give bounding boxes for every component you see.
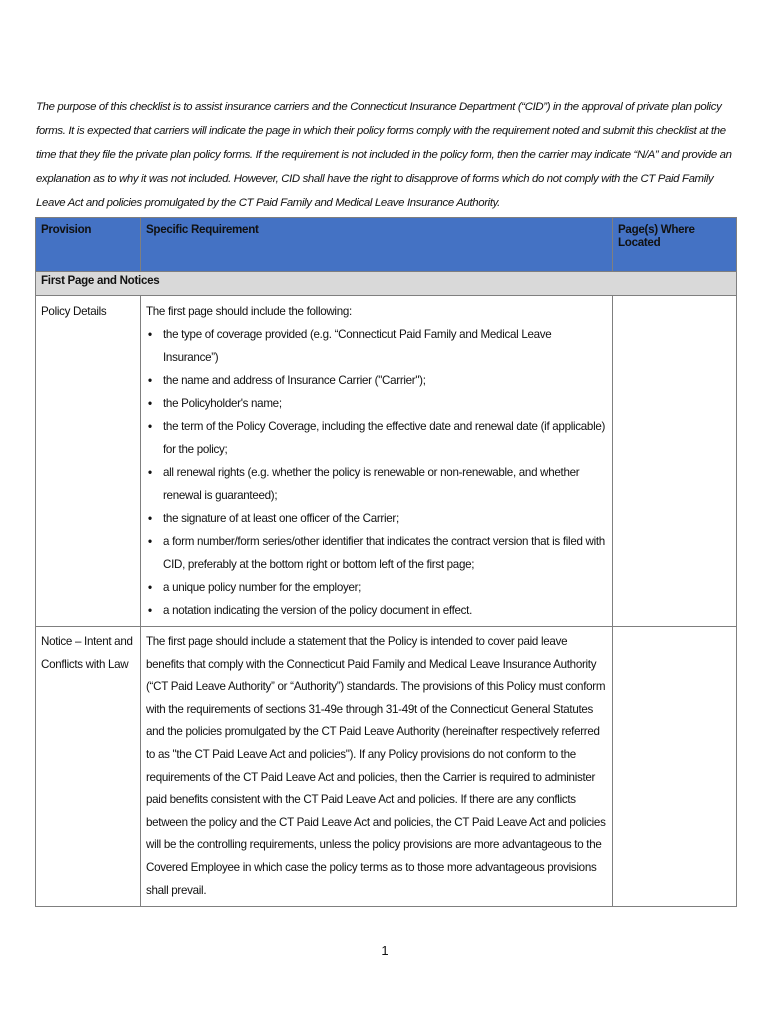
page-number: 1: [381, 943, 389, 958]
section-row: [36, 272, 737, 296]
pages-cell[interactable]: [613, 296, 737, 627]
provision-cell: Policy Details: [36, 296, 141, 627]
list-item: • all renewal rights (e.g. whether the policy is renewable or non-renewable, and whether renewal is guaranteed);: [146, 461, 607, 507]
list-item: • the name and address of Insurance Carrier ("Carrier");: [146, 369, 607, 392]
list-item: • a unique policy number for the employer;: [146, 576, 607, 599]
provision-cell: Notice – Intent and Conflicts with Law: [36, 627, 141, 907]
list-item: • the signature of at least one officer of the Carrier;: [146, 507, 607, 530]
requirement-cell: [141, 296, 613, 627]
requirement-list: [146, 323, 607, 622]
requirement-cell: The first page should include a statement that the Policy is intended to cover paid leave benefits that comply with the Connecticut Paid Family and Medical Leave Insurance Authority (“CT Paid Leave Authority” or “Authority”) standards. The provisions of this Policy must conform with the requirements of sections 31-49e through 31-49t of the Connecticut General Statutes and the policies promulgated by the CT Paid Leave Authority (hereinafter respectively referred to as "the CT Paid Leave Act and policies"). If any Policy provisions do not conform to the requirements of the CT Paid Leave Act and policies, then the Carrier is required to administer paid benefits consistent with the CT Paid Leave Act and policies. If there are any conflicts between the policy and the CT Paid Leave Act and policies, the CT Paid Leave Act and policies will be the controlling requirements, unless the policy provisions are more advantageous to the Covered Employee in which case the policy terms as to those more advantageous provisions shall prevail.: [141, 627, 613, 907]
header-pages-where-located: Page(s) Where Located: [613, 218, 737, 272]
list-item: • the term of the Policy Coverage, including the effective date and renewal date (if applicable) for the policy;: [146, 415, 607, 461]
intro-paragraph: The purpose of this checklist is to assist insurance carriers and the Connecticut Insurance Department (“CID”) in the approval of private plan policy forms. It is expected that carriers will indicate the page in which their policy forms comply with the requirement noted and submit this checklist at the time that they file the private plan policy forms. If the requirement is not included in the policy form, then the carrier may indicate “N/A” and provide an explanation as to why it was not included. However, CID shall have the right to disapprove of forms which do not comply with the CT Paid Family Leave Act and policies promulgated by the CT Paid Family and Medical Leave Insurance Authority.: [36, 101, 732, 210]
table-row: [36, 296, 737, 627]
table-row: [36, 627, 737, 907]
section-title: First Page and Notices: [36, 272, 737, 296]
header-provision: Provision: [36, 218, 141, 272]
checklist-table: [35, 217, 737, 907]
pages-cell[interactable]: [613, 627, 737, 907]
list-item: • a form number/form series/other identifier that indicates the contract version that is filed with CID, preferably at the bottom right or bottom left of the first page;: [146, 530, 607, 576]
requirement-lead: The first page should include the following:: [146, 305, 352, 318]
list-item: • the Policyholder's name;: [146, 392, 607, 415]
list-item: • the type of coverage provided (e.g. “Connecticut Paid Family and Medical Leave Insurance”): [146, 323, 607, 369]
list-item: • a notation indicating the version of the policy document in effect.: [146, 599, 607, 622]
header-specific-requirement: Specific Requirement: [141, 218, 613, 272]
table-header-row: [36, 218, 737, 272]
